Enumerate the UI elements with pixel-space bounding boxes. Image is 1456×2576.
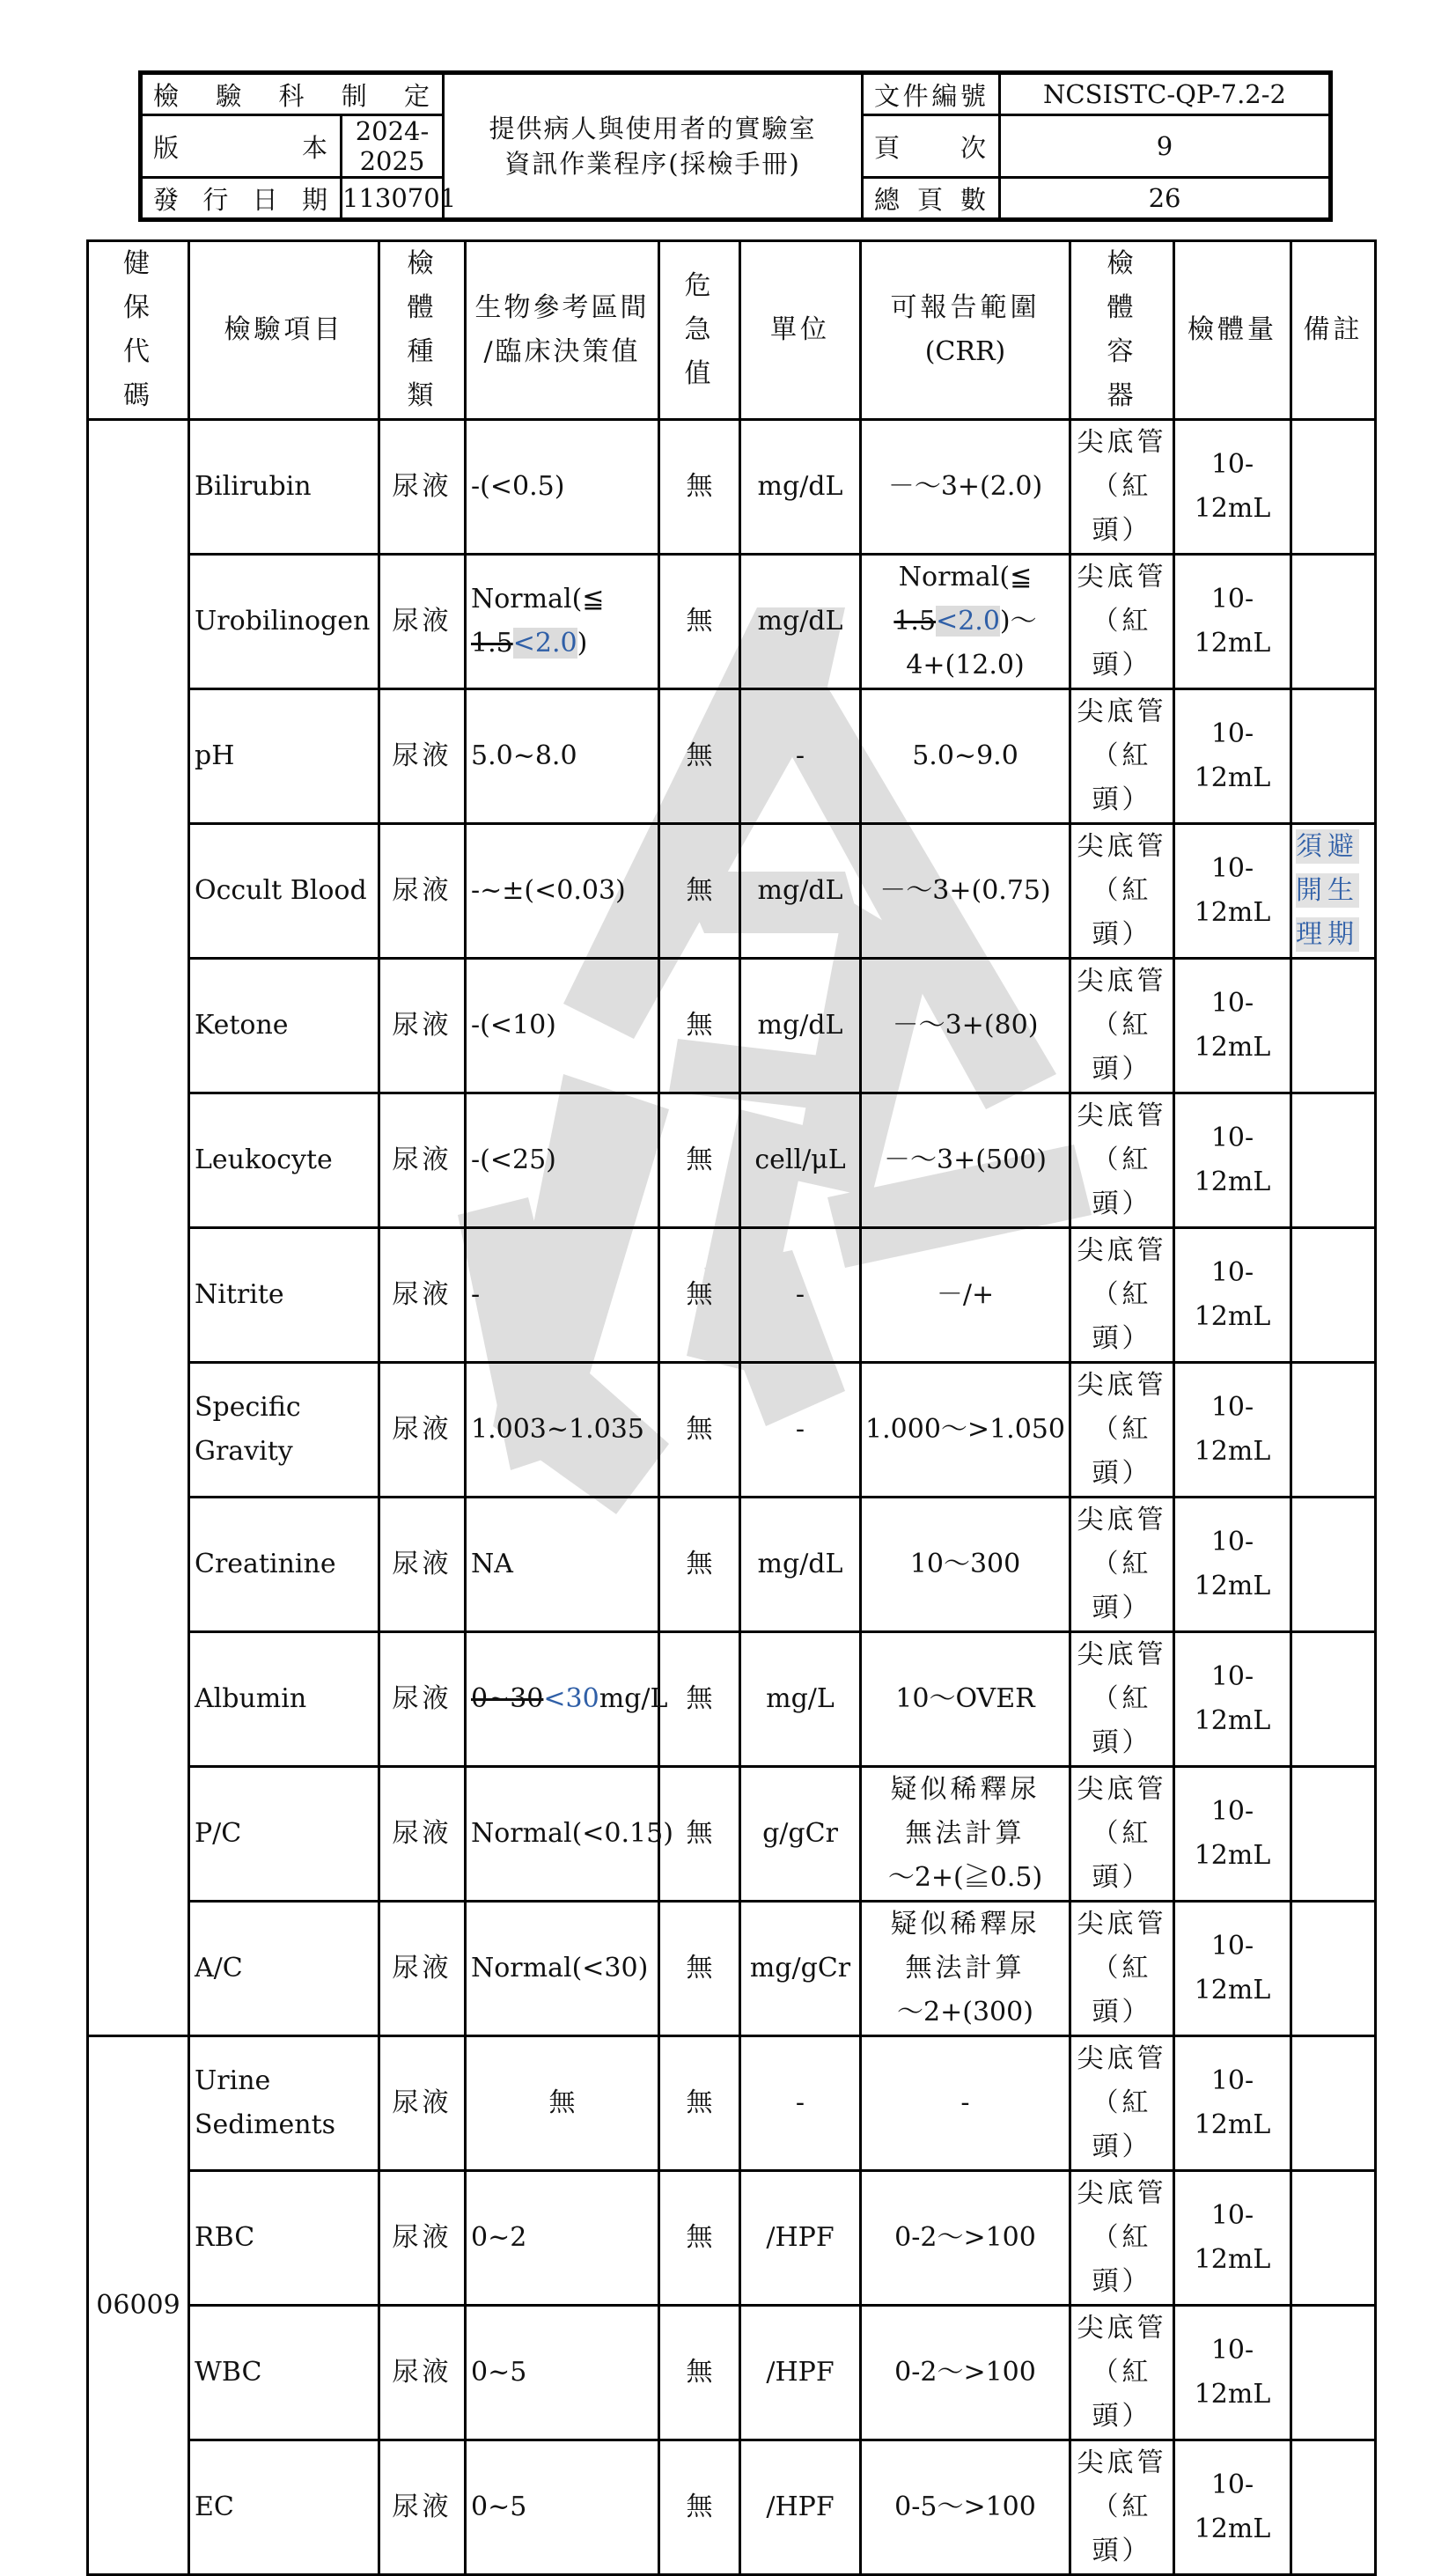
reference-cell: - bbox=[466, 1228, 659, 1363]
container-line-1: 尖底管 bbox=[1077, 831, 1167, 862]
page-value: 9 bbox=[1000, 115, 1331, 178]
critical-cell: 無 bbox=[659, 1902, 740, 2036]
critical-cell: 無 bbox=[659, 689, 740, 824]
container-cell bbox=[1070, 824, 1174, 959]
container-line-2: （紅頭） bbox=[1092, 1953, 1152, 2028]
item-cell: Occult Blood bbox=[189, 824, 379, 959]
critical-cell: 無 bbox=[659, 959, 740, 1093]
specimen-cell: 尿液 bbox=[379, 824, 466, 959]
table-row bbox=[88, 1228, 1376, 1363]
volume-cell: 10-12mL bbox=[1174, 1228, 1291, 1363]
container-line-2: （紅頭） bbox=[1092, 1144, 1152, 1219]
remark-text-2: 開生 bbox=[1296, 875, 1359, 906]
reference-line-2 bbox=[471, 622, 658, 666]
item-line-1: Urine bbox=[195, 2065, 271, 2096]
doc-no-label: 文件編號 bbox=[863, 73, 1000, 115]
unit-cell: mg/dL bbox=[740, 1498, 861, 1632]
reference-cell: 0~5 bbox=[466, 2306, 659, 2440]
unit-cell: /HPF bbox=[740, 2440, 861, 2575]
unit-cell: cell/μL bbox=[740, 1093, 861, 1228]
issue-date-label: 發行日期 bbox=[141, 178, 342, 220]
table-row bbox=[88, 555, 1376, 689]
page-label: 頁次 bbox=[863, 115, 1000, 178]
column-header-critical bbox=[659, 241, 740, 420]
specimen-cell: 尿液 bbox=[379, 959, 466, 1093]
remark-text-3: 理期 bbox=[1296, 919, 1359, 950]
specimen-cell: 尿液 bbox=[379, 689, 466, 824]
unit-cell: mg/dL bbox=[740, 555, 861, 689]
critical-cell: 無 bbox=[659, 1498, 740, 1632]
specimen-cell: 尿液 bbox=[379, 1093, 466, 1228]
remark-cell bbox=[1291, 959, 1376, 1093]
version-label: 版本 bbox=[141, 115, 342, 178]
specimen-cell: 尿液 bbox=[379, 2306, 466, 2440]
volume-cell: 10-12mL bbox=[1174, 1363, 1291, 1498]
critical-cell: 無 bbox=[659, 2440, 740, 2575]
critical-cell: 無 bbox=[659, 1767, 740, 1902]
item-cell: Leukocyte bbox=[189, 1093, 379, 1228]
table-row bbox=[88, 2036, 1376, 2171]
total-pages-label: 總頁數 bbox=[863, 178, 1000, 220]
code-cell: 06009 bbox=[88, 2036, 189, 2575]
item-cell: A/C bbox=[189, 1902, 379, 2036]
critical-cell: 無 bbox=[659, 1093, 740, 1228]
crr-cell: －～3+(500) bbox=[861, 1093, 1070, 1228]
table-row bbox=[88, 1363, 1376, 1498]
reference-header-line-2: /臨床決策值 bbox=[483, 336, 641, 367]
version-value: 2024-2025 bbox=[342, 115, 444, 178]
crr-header-line-2: (CRR) bbox=[924, 336, 1006, 367]
critical-header-text: 危急值 bbox=[684, 270, 715, 389]
crr-cell: 10～OVER bbox=[861, 1632, 1070, 1767]
crr-cell: 1.000～>1.050 bbox=[861, 1363, 1070, 1498]
remark-line-3 bbox=[1296, 913, 1374, 957]
specimen-cell: 尿液 bbox=[379, 420, 466, 555]
specimen-header-text: 檢體種類 bbox=[407, 248, 438, 411]
remark-cell bbox=[1291, 555, 1376, 689]
volume-cell: 10-12mL bbox=[1174, 959, 1291, 1093]
crr-cell bbox=[861, 1902, 1070, 2036]
crr-line-1: 疑似稀釋尿 bbox=[890, 1909, 1041, 1939]
reference-header-line-1: 生物參考區間 bbox=[474, 292, 650, 323]
crr-cell bbox=[861, 555, 1070, 689]
critical-cell: 無 bbox=[659, 2171, 740, 2306]
table-row bbox=[88, 1498, 1376, 1632]
container-line-1: 尖底管 bbox=[1077, 2447, 1167, 2478]
table-row bbox=[88, 1767, 1376, 1902]
document-header bbox=[138, 70, 1333, 222]
crr-line-2 bbox=[862, 600, 1069, 644]
doc-no-value: NCSISTC-QP-7.2-2 bbox=[1000, 73, 1331, 115]
title-line-2: 資訊作業程序(採檢手冊) bbox=[504, 149, 801, 179]
column-header-remark: 備註 bbox=[1291, 241, 1376, 420]
reference-cell: NA bbox=[466, 1498, 659, 1632]
table-row bbox=[88, 420, 1376, 555]
column-header-specimen bbox=[379, 241, 466, 420]
container-line-1: 尖底管 bbox=[1077, 1639, 1167, 1670]
unit-cell: mg/dL bbox=[740, 420, 861, 555]
crr-cell: 10～300 bbox=[861, 1498, 1070, 1632]
crr-cell: －～3+(2.0) bbox=[861, 420, 1070, 555]
remark-cell bbox=[1291, 2036, 1376, 2171]
table-row bbox=[88, 824, 1376, 959]
container-line-1: 尖底管 bbox=[1077, 1100, 1167, 1131]
reference-line-1: Normal(≦ bbox=[471, 584, 605, 615]
critical-cell: 無 bbox=[659, 1228, 740, 1363]
specimen-cell: 尿液 bbox=[379, 1902, 466, 2036]
volume-cell: 10-12mL bbox=[1174, 824, 1291, 959]
crr-line-3: ～2+(300) bbox=[897, 1997, 1033, 2028]
unit-cell: mg/gCr bbox=[740, 1902, 861, 2036]
container-line-1: 尖底管 bbox=[1077, 562, 1167, 592]
container-line-1: 尖底管 bbox=[1077, 1909, 1167, 1939]
column-header-reference bbox=[466, 241, 659, 420]
container-cell bbox=[1070, 1632, 1174, 1767]
reference-revised-text: <30 bbox=[543, 1683, 599, 1714]
remark-cell bbox=[1291, 1363, 1376, 1498]
container-line-1: 尖底管 bbox=[1077, 1235, 1167, 1266]
specimen-cell: 尿液 bbox=[379, 1228, 466, 1363]
container-line-1: 尖底管 bbox=[1077, 1505, 1167, 1535]
container-line-2: （紅頭） bbox=[1092, 875, 1152, 950]
item-cell: Ketone bbox=[189, 959, 379, 1093]
container-line-2: （紅頭） bbox=[1092, 1279, 1152, 1354]
specimen-cell: 尿液 bbox=[379, 1498, 466, 1632]
unit-cell: - bbox=[740, 2036, 861, 2171]
container-cell bbox=[1070, 2171, 1174, 2306]
container-line-1: 尖底管 bbox=[1077, 2313, 1167, 2344]
crr-cell: －～3+(0.75) bbox=[861, 824, 1070, 959]
unit-cell: mg/dL bbox=[740, 959, 861, 1093]
container-line-2: （紅頭） bbox=[1092, 1010, 1152, 1085]
critical-cell: 無 bbox=[659, 2036, 740, 2171]
container-cell bbox=[1070, 555, 1174, 689]
volume-cell: 10-12mL bbox=[1174, 2306, 1291, 2440]
issue-date-value: 1130701 bbox=[342, 178, 444, 220]
reference-cell: 0~2 bbox=[466, 2171, 659, 2306]
title-line-1: 提供病人與使用者的實驗室 bbox=[489, 114, 817, 144]
remark-cell bbox=[1291, 1632, 1376, 1767]
dept-label: 檢驗科制定 bbox=[141, 73, 444, 115]
crr-closing-text: )～ bbox=[999, 606, 1037, 637]
unit-cell: - bbox=[740, 1363, 861, 1498]
item-cell: Nitrite bbox=[189, 1228, 379, 1363]
container-line-1: 尖底管 bbox=[1077, 2178, 1167, 2209]
volume-cell: 10-12mL bbox=[1174, 2171, 1291, 2306]
container-cell bbox=[1070, 1498, 1174, 1632]
reference-cell bbox=[466, 555, 659, 689]
item-cell: RBC bbox=[189, 2171, 379, 2306]
remark-cell bbox=[1291, 689, 1376, 824]
remark-line-2 bbox=[1296, 869, 1374, 913]
column-header-crr bbox=[861, 241, 1070, 420]
reference-cell bbox=[466, 1632, 668, 1767]
remark-cell bbox=[1291, 1498, 1376, 1632]
crr-line-1: Normal(≦ bbox=[898, 562, 1033, 592]
code-cell-empty bbox=[88, 420, 189, 2036]
container-cell bbox=[1070, 1767, 1174, 1902]
crr-cell: 0-2～>100 bbox=[861, 2306, 1070, 2440]
item-cell: WBC bbox=[189, 2306, 379, 2440]
table-row bbox=[88, 2171, 1376, 2306]
item-line-2: Sediments bbox=[195, 2109, 336, 2140]
remark-cell bbox=[1291, 824, 1376, 959]
reference-cell: -(<10) bbox=[466, 959, 659, 1093]
volume-cell: 10-12mL bbox=[1174, 1767, 1291, 1902]
container-line-2: （紅頭） bbox=[1092, 1818, 1152, 1893]
volume-cell: 10-12mL bbox=[1174, 2036, 1291, 2171]
volume-cell: 10-12mL bbox=[1174, 1498, 1291, 1632]
reference-cell: -(<0.5) bbox=[466, 420, 659, 555]
item-cell: Creatinine bbox=[189, 1498, 379, 1632]
remark-cell bbox=[1291, 420, 1376, 555]
document-title bbox=[444, 73, 863, 220]
item-cell: P/C bbox=[189, 1767, 379, 1902]
reference-cell: 0~5 bbox=[466, 2440, 659, 2575]
volume-cell: 10-12mL bbox=[1174, 2440, 1291, 2575]
reference-cell: Normal(<0.15) bbox=[466, 1767, 659, 1902]
total-pages-value: 26 bbox=[1000, 178, 1331, 220]
reference-closing-text: ) bbox=[577, 628, 588, 659]
volume-cell: 10-12mL bbox=[1174, 420, 1291, 555]
container-cell bbox=[1070, 959, 1174, 1093]
unit-cell: mg/L bbox=[740, 1632, 861, 1767]
crr-cell: 0-5～>100 bbox=[861, 2440, 1070, 2575]
crr-line-3: 4+(12.0) bbox=[906, 650, 1025, 681]
specimen-cell: 尿液 bbox=[379, 1767, 466, 1902]
remark-cell bbox=[1291, 2171, 1376, 2306]
specimen-cell: 尿液 bbox=[379, 2171, 466, 2306]
volume-cell: 10-12mL bbox=[1174, 1902, 1291, 2036]
container-line-1: 尖底管 bbox=[1077, 966, 1167, 997]
container-cell bbox=[1070, 1363, 1174, 1498]
column-header-unit: 單位 bbox=[740, 241, 861, 420]
remark-text-1: 須避 bbox=[1296, 831, 1359, 862]
table-row bbox=[88, 2306, 1376, 2440]
unit-cell: mg/dL bbox=[740, 824, 861, 959]
crr-cell bbox=[861, 1767, 1070, 1902]
container-cell bbox=[1070, 1902, 1174, 2036]
table-row bbox=[88, 959, 1376, 1093]
crr-cell: －/+ bbox=[861, 1228, 1070, 1363]
crr-header-line-1: 可報告範圍 bbox=[890, 292, 1041, 323]
specimen-cell: 尿液 bbox=[379, 555, 466, 689]
volume-cell: 10-12mL bbox=[1174, 555, 1291, 689]
container-header-text: 檢體容器 bbox=[1107, 248, 1137, 411]
column-header-volume: 檢體量 bbox=[1174, 241, 1291, 420]
container-line-2: （紅頭） bbox=[1092, 1414, 1152, 1489]
reference-cell: Normal(<30) bbox=[466, 1902, 659, 2036]
container-line-2: （紅頭） bbox=[1092, 2357, 1152, 2432]
column-header-container bbox=[1070, 241, 1174, 420]
reference-deleted-text: 1.5 bbox=[471, 628, 513, 659]
table-row bbox=[88, 2440, 1376, 2575]
remark-cell bbox=[1291, 1228, 1376, 1363]
reference-cell: -~±(<0.03) bbox=[466, 824, 659, 959]
critical-cell: 無 bbox=[659, 2306, 740, 2440]
unit-cell: /HPF bbox=[740, 2306, 861, 2440]
unit-cell: - bbox=[740, 689, 861, 824]
container-line-2: （紅頭） bbox=[1092, 740, 1152, 815]
reference-cell: -(<25) bbox=[466, 1093, 659, 1228]
critical-cell: 無 bbox=[659, 1363, 740, 1498]
specimen-cell: 尿液 bbox=[379, 2440, 466, 2575]
table-row bbox=[88, 1902, 1376, 2036]
unit-cell: g/gCr bbox=[740, 1767, 861, 1902]
volume-cell: 10-12mL bbox=[1174, 1632, 1291, 1767]
container-cell bbox=[1070, 1228, 1174, 1363]
crr-cell: 5.0~9.0 bbox=[861, 689, 1070, 824]
specimen-cell: 尿液 bbox=[379, 1363, 466, 1498]
test-items-table bbox=[86, 239, 1377, 2576]
critical-cell: 無 bbox=[659, 824, 740, 959]
table-row bbox=[88, 1632, 1376, 1767]
container-line-1: 尖底管 bbox=[1077, 1774, 1167, 1805]
container-line-2: （紅頭） bbox=[1092, 1549, 1152, 1623]
item-cell bbox=[189, 2036, 379, 2171]
crr-cell: 0-2～>100 bbox=[861, 2171, 1070, 2306]
remark-cell bbox=[1291, 1093, 1376, 1228]
critical-cell: 無 bbox=[659, 1632, 740, 1767]
reference-unit-text: mg/L bbox=[599, 1683, 668, 1714]
critical-cell: 無 bbox=[659, 420, 740, 555]
crr-cell: －～3+(80) bbox=[861, 959, 1070, 1093]
specimen-cell: 尿液 bbox=[379, 2036, 466, 2171]
crr-deleted-text: 1.5 bbox=[893, 606, 937, 637]
column-header-item: 檢驗項目 bbox=[189, 241, 379, 420]
container-line-2: （紅頭） bbox=[1092, 2491, 1152, 2566]
volume-cell: 10-12mL bbox=[1174, 689, 1291, 824]
container-line-2: （紅頭） bbox=[1092, 606, 1152, 681]
remark-line-1 bbox=[1296, 825, 1374, 869]
crr-revised-text: <2.0 bbox=[936, 606, 1000, 637]
specimen-cell: 尿液 bbox=[379, 1632, 466, 1767]
reference-cell: 1.003~1.035 bbox=[466, 1363, 659, 1498]
crr-line-3: ～2+(≧0.5) bbox=[887, 1862, 1043, 1893]
container-line-2: （紅頭） bbox=[1092, 471, 1152, 546]
container-line-2: （紅頭） bbox=[1092, 2222, 1152, 2297]
container-line-1: 尖底管 bbox=[1077, 2043, 1167, 2074]
remark-cell bbox=[1291, 2306, 1376, 2440]
item-cell bbox=[189, 1363, 379, 1498]
remark-cell bbox=[1291, 1902, 1376, 2036]
item-cell: Albumin bbox=[189, 1632, 379, 1767]
reference-revised-text: <2.0 bbox=[512, 628, 577, 659]
container-line-1: 尖底管 bbox=[1077, 1370, 1167, 1401]
crr-cell: - bbox=[861, 2036, 1070, 2171]
volume-cell: 10-12mL bbox=[1174, 1093, 1291, 1228]
table-row bbox=[88, 1093, 1376, 1228]
container-cell bbox=[1070, 689, 1174, 824]
unit-cell: - bbox=[740, 1228, 861, 1363]
unit-cell: /HPF bbox=[740, 2171, 861, 2306]
container-cell bbox=[1070, 2036, 1174, 2171]
container-cell bbox=[1070, 420, 1174, 555]
item-cell: Urobilinogen bbox=[189, 555, 379, 689]
reference-cell: 5.0~8.0 bbox=[466, 689, 659, 824]
container-cell bbox=[1070, 2306, 1174, 2440]
column-header-code bbox=[88, 241, 189, 420]
container-line-1: 尖底管 bbox=[1077, 427, 1167, 458]
crr-line-2: 無法計算 bbox=[905, 1818, 1026, 1849]
remark-cell bbox=[1291, 1767, 1376, 1902]
item-line-1: Specific bbox=[195, 1392, 301, 1423]
container-line-1: 尖底管 bbox=[1077, 696, 1167, 727]
container-cell bbox=[1070, 2440, 1174, 2575]
reference-cell: 無 bbox=[466, 2036, 659, 2171]
container-line-2: （紅頭） bbox=[1092, 2087, 1152, 2162]
item-line-2: Gravity bbox=[195, 1436, 293, 1467]
item-cell: EC bbox=[189, 2440, 379, 2575]
crr-line-2: 無法計算 bbox=[905, 1953, 1026, 1984]
item-cell: Bilirubin bbox=[189, 420, 379, 555]
code-header-text: 健保代碼 bbox=[123, 248, 153, 411]
remark-cell bbox=[1291, 2440, 1376, 2575]
reference-deleted-text: 0~30 bbox=[471, 1683, 544, 1714]
critical-cell: 無 bbox=[659, 555, 740, 689]
container-cell bbox=[1070, 1093, 1174, 1228]
container-line-2: （紅頭） bbox=[1092, 1683, 1152, 1758]
table-row bbox=[88, 689, 1376, 824]
item-cell: pH bbox=[189, 689, 379, 824]
crr-line-1: 疑似稀釋尿 bbox=[890, 1774, 1041, 1805]
